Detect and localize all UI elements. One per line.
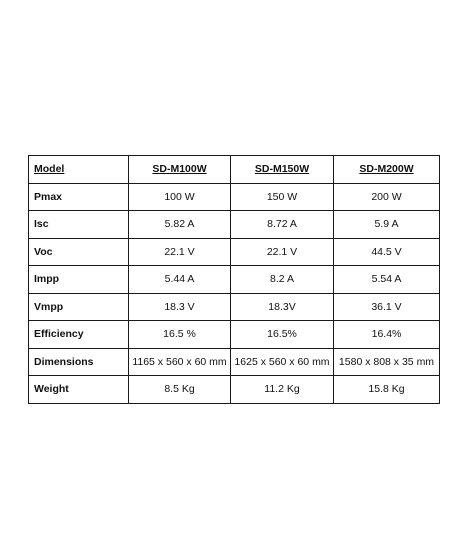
table-cell: 15.8 Kg <box>334 376 440 404</box>
table-row <box>29 238 440 266</box>
spec-table <box>28 155 440 404</box>
table-cell: 1580 x 808 x 35 mm <box>334 348 440 376</box>
table-row <box>29 266 440 294</box>
row-label: Vmpp <box>29 293 129 321</box>
table-cell: 11.2 Kg <box>231 376 334 404</box>
table-cell: 22.1 V <box>129 238 231 266</box>
table-cell: 5.9 A <box>334 211 440 239</box>
table-cell: 8.72 A <box>231 211 334 239</box>
table-cell: 36.1 V <box>334 293 440 321</box>
header-model-label: Model <box>29 156 129 184</box>
table-row <box>29 321 440 349</box>
header-model-2: SD-M150W <box>231 156 334 184</box>
table-cell: 8.2 A <box>231 266 334 294</box>
row-label: Weight <box>29 376 129 404</box>
header-row <box>29 156 440 184</box>
row-label: Isc <box>29 211 129 239</box>
table-cell: 16.4% <box>334 321 440 349</box>
table-row <box>29 376 440 404</box>
table-cell: 1625 x 560 x 60 mm <box>231 348 334 376</box>
table-cell: 8.5 Kg <box>129 376 231 404</box>
table-cell: 5.82 A <box>129 211 231 239</box>
row-label: Dimensions <box>29 348 129 376</box>
table-cell: 100 W <box>129 183 231 211</box>
header-model-3: SD-M200W <box>334 156 440 184</box>
table-cell: 16.5% <box>231 321 334 349</box>
table-cell: 18.3 V <box>129 293 231 321</box>
table-row <box>29 183 440 211</box>
table-row <box>29 348 440 376</box>
table-cell: 5.54 A <box>334 266 440 294</box>
table-row <box>29 293 440 321</box>
table-cell: 18.3V <box>231 293 334 321</box>
table-cell: 200 W <box>334 183 440 211</box>
table-cell: 1165 x 560 x 60 mm <box>129 348 231 376</box>
table-row <box>29 211 440 239</box>
table-cell: 16.5 % <box>129 321 231 349</box>
table-cell: 22.1 V <box>231 238 334 266</box>
table-cell: 44.5 V <box>334 238 440 266</box>
table-cell: 5.44 A <box>129 266 231 294</box>
row-label: Pmax <box>29 183 129 211</box>
row-label: Voc <box>29 238 129 266</box>
row-label: Impp <box>29 266 129 294</box>
table-cell: 150 W <box>231 183 334 211</box>
header-model-1: SD-M100W <box>129 156 231 184</box>
row-label: Efficiency <box>29 321 129 349</box>
